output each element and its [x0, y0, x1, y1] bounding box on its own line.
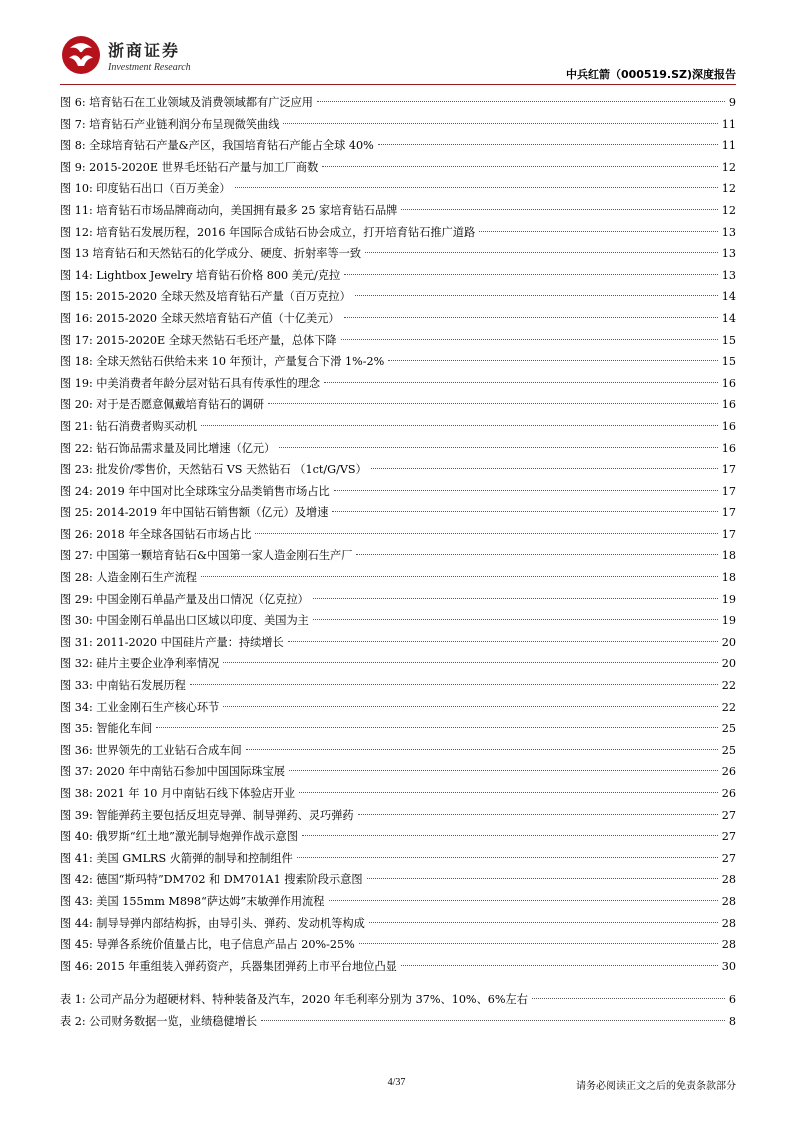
dot-leader [255, 533, 717, 534]
figure-entry-label: 图 44: 制导导弹内部结构拆，由导引头、弹药、发动机等构成 [60, 913, 367, 935]
dot-leader [289, 770, 718, 771]
figure-entry-label: 图 30: 中国金刚石单晶出口区域以印度、美国为主 [60, 610, 311, 632]
figure-entry-label: 图 42: 德国“斯玛特”DM702 和 DM701A1 搜索阶段示意图 [60, 869, 365, 891]
header-divider [60, 84, 736, 85]
disclaimer-note: 请务必阅读正文之后的免责条款部分 [576, 1081, 736, 1092]
figure-entry[interactable] [60, 848, 736, 870]
figure-entry-label: 图 10: 印度钻石出口（百万美金） [60, 178, 233, 200]
dot-leader [190, 684, 718, 685]
dot-leader [156, 727, 718, 728]
figure-entry[interactable] [60, 610, 736, 632]
figure-entry[interactable] [60, 135, 736, 157]
dot-leader [223, 662, 717, 663]
figure-entry[interactable] [60, 351, 736, 373]
dot-leader [261, 1020, 725, 1021]
dot-leader [324, 382, 718, 383]
figure-entry-page: 28 [720, 891, 736, 913]
figure-entry[interactable] [60, 869, 736, 891]
figure-entry[interactable] [60, 697, 736, 719]
figure-entry[interactable] [60, 200, 736, 222]
figure-entry-label: 图 14: Lightbox Jewelry 培育钻石价格 800 美元/克拉 [60, 265, 342, 287]
figure-entry-label: 图 21: 钻石消费者购买动机 [60, 416, 199, 438]
dot-leader [359, 943, 718, 944]
figure-entry-page: 26 [720, 761, 736, 783]
figure-entry[interactable] [60, 653, 736, 675]
figure-entry-label: 图 6: 培育钻石在工业领域及消费领域都有广泛应用 [60, 92, 315, 114]
figure-entry-page: 28 [720, 934, 736, 956]
figure-entry[interactable] [60, 481, 736, 503]
dot-leader [388, 360, 718, 361]
dot-leader [334, 490, 718, 491]
figure-entry-page: 27 [720, 848, 736, 870]
dot-leader [355, 295, 718, 296]
dot-leader [279, 447, 717, 448]
figure-entry-label: 图 41: 美国 GMLRS 火箭弹的制导和控制组件 [60, 848, 295, 870]
figure-entry-page: 15 [720, 351, 736, 373]
figure-entry-label: 图 37: 2020 年中南钻石参加中国国际珠宝展 [60, 761, 287, 783]
figure-entry[interactable] [60, 761, 736, 783]
table-entry-page: 8 [727, 1011, 736, 1033]
logo-english-text: Investment Research [108, 62, 191, 73]
figure-entry[interactable] [60, 567, 736, 589]
figure-entry-page: 27 [720, 805, 736, 827]
figure-entry-page: 28 [720, 913, 736, 935]
dot-leader [378, 144, 718, 145]
figure-entry-page: 17 [720, 502, 736, 524]
figure-entry[interactable] [60, 826, 736, 848]
figure-entry[interactable] [60, 783, 736, 805]
table-entry-label: 表 2: 公司财务数据一览，业绩稳健增长 [60, 1011, 259, 1033]
dot-leader [297, 857, 718, 858]
figure-entry-label: 图 22: 钻石饰品需求量及同比增速（亿元） [60, 438, 277, 460]
figure-entry-label: 图 33: 中南钻石发展历程 [60, 675, 188, 697]
figure-entry-label: 图 9: 2015-2020E 世界毛坯钻石产量与加工厂商数 [60, 157, 320, 179]
dot-leader [341, 339, 718, 340]
dot-leader [344, 274, 718, 275]
figure-entry-page: 22 [720, 675, 736, 697]
figure-entry-page: 20 [720, 653, 736, 675]
dot-leader [479, 231, 718, 232]
table-list [60, 989, 736, 1032]
figure-entry-label: 图 19: 中美消费者年龄分层对钻石具有传承性的理念 [60, 373, 322, 395]
figure-entry-page: 13 [720, 222, 736, 244]
page-number: 4/37 [387, 1077, 406, 1088]
figure-entry-label: 图 16: 2015-2020 全球天然培育钻石产值（十亿美元） [60, 308, 342, 330]
figure-entry-page: 25 [720, 718, 736, 740]
dot-leader [322, 166, 717, 167]
logo-chinese-text: 浙商证券 [108, 41, 181, 60]
figure-entry[interactable] [60, 394, 736, 416]
figure-entry-page: 19 [720, 610, 736, 632]
figure-entry-label: 图 12: 培育钻石发展历程，2016 年国际合成钻石协会成立，打开培育钻石推广道路 [60, 222, 477, 244]
dot-leader [246, 749, 718, 750]
figure-entry-page: 16 [720, 416, 736, 438]
figure-table-index [60, 92, 736, 1033]
figure-entry-page: 12 [720, 178, 736, 200]
figure-entry-page: 13 [720, 265, 736, 287]
figure-entry-page: 27 [720, 826, 736, 848]
figure-entry[interactable] [60, 243, 736, 265]
figure-entry-label: 图 25: 2014-2019 年中国钻石销售额（亿元）及增速 [60, 502, 330, 524]
figure-entry-page: 12 [720, 200, 736, 222]
figure-entry-page: 9 [727, 92, 736, 114]
dot-leader [288, 641, 718, 642]
dot-leader [401, 965, 718, 966]
dot-leader [313, 598, 718, 599]
figure-entry[interactable] [60, 934, 736, 956]
report-title: 中兵红箭（000519.SZ)深度报告 [565, 68, 736, 81]
figure-entry-page: 12 [720, 157, 736, 179]
figure-entry[interactable] [60, 265, 736, 287]
figure-entry-label: 图 18: 全球天然钻石供给未来 10 年预计，产量复合下滑 1%-2% [60, 351, 386, 373]
figure-entry-page: 18 [720, 567, 736, 589]
figure-entry-page: 11 [720, 135, 736, 157]
figure-entry[interactable] [60, 913, 736, 935]
zheshang-logo-icon [60, 34, 102, 76]
figure-entry-label: 图 24: 2019 年中国对比全球珠宝分品类销售市场占比 [60, 481, 332, 503]
figure-entry[interactable] [60, 308, 736, 330]
list-gap [60, 977, 736, 989]
dot-leader [356, 554, 717, 555]
figure-entry-label: 图 27: 中国第一颗培育钻石&中国第一家人造金刚石生产厂 [60, 545, 354, 567]
table-entry-label: 表 1: 公司产品分为超硬材料、特种装备及汽车，2020 年毛利率分别为 37%、10%、6%左右 [60, 989, 530, 1011]
figure-entry-label: 图 38: 2021 年 10 月中南钻石线下体验店开业 [60, 783, 297, 805]
figure-entry[interactable] [60, 956, 736, 978]
dot-leader [401, 209, 717, 210]
dot-leader [358, 814, 718, 815]
figure-entry[interactable] [60, 157, 736, 179]
figure-entry-page: 17 [720, 524, 736, 546]
dot-leader [299, 792, 718, 793]
figure-entry[interactable] [60, 675, 736, 697]
figure-entry[interactable] [60, 330, 736, 352]
figure-entry-page: 16 [720, 438, 736, 460]
figure-entry-label: 图 32: 硅片主要企业净利率情况 [60, 653, 221, 675]
figure-entry-label: 图 40: 俄罗斯“红土地”激光制导炮弹作战示意图 [60, 826, 300, 848]
figure-entry[interactable] [60, 416, 736, 438]
figure-entry-label: 图 20: 对于是否愿意佩戴培育钻石的调研 [60, 394, 266, 416]
figure-entry-page: 20 [720, 632, 736, 654]
figure-entry[interactable] [60, 92, 736, 114]
figure-entry-label: 图 45: 导弹各系统价值量占比，电子信息产品占 20%-25% [60, 934, 357, 956]
dot-leader [201, 425, 718, 426]
figure-entry[interactable] [60, 805, 736, 827]
figure-entry[interactable] [60, 502, 736, 524]
figure-entry-label: 图 17: 2015-2020E 全球天然钻石毛坯产量，总体下降 [60, 330, 339, 352]
figure-entry-label: 图 34: 工业金刚石生产核心环节 [60, 697, 221, 719]
dot-leader [201, 576, 718, 577]
figure-entry[interactable] [60, 891, 736, 913]
figure-entry-label: 图 43: 美国 155mm M898“萨达姆”末敏弹作用流程 [60, 891, 327, 913]
dot-leader [302, 835, 718, 836]
dot-leader [532, 998, 725, 999]
figure-entry-page: 28 [720, 869, 736, 891]
figure-entry-label: 图 35: 智能化车间 [60, 718, 154, 740]
figure-entry-page: 18 [720, 545, 736, 567]
figure-entry-label: 图 7: 培育钻石产业链利润分布呈现微笑曲线 [60, 114, 281, 136]
figure-entry-label: 图 36: 世界领先的工业钻石合成车间 [60, 740, 244, 762]
figure-entry-label: 图 15: 2015-2020 全球天然及培育钻石产量（百万克拉） [60, 286, 353, 308]
figure-entry[interactable] [60, 545, 736, 567]
figure-entry-page: 13 [720, 243, 736, 265]
figure-entry-label: 图 29: 中国金刚石单晶产量及出口情况（亿克拉） [60, 589, 311, 611]
figure-entry[interactable] [60, 718, 736, 740]
figure-entry-page: 17 [720, 459, 736, 481]
figure-entry-label: 图 13 培育钻石和天然钻石的化学成分、硬度、折射率等一致 [60, 243, 363, 265]
figure-entry-page: 14 [720, 286, 736, 308]
figure-entry[interactable] [60, 524, 736, 546]
figure-entry-page: 17 [720, 481, 736, 503]
dot-leader [365, 252, 718, 253]
figure-list [60, 92, 736, 977]
figure-entry[interactable] [60, 459, 736, 481]
figure-entry[interactable] [60, 740, 736, 762]
dot-leader [283, 123, 717, 124]
dot-leader [317, 101, 725, 102]
dot-leader [344, 317, 718, 318]
figure-entry-page: 19 [720, 589, 736, 611]
figure-entry-page: 26 [720, 783, 736, 805]
figure-entry-page: 11 [720, 114, 736, 136]
figure-entry[interactable] [60, 589, 736, 611]
dot-leader [235, 187, 718, 188]
figure-entry-page: 15 [720, 330, 736, 352]
figure-entry-label: 图 11: 培育钻石市场品牌商动向，美国拥有最多 25 家培育钻石品牌 [60, 200, 399, 222]
figure-entry-label: 图 8: 全球培育钻石产量&产区，我国培育钻石产能占全球 40% [60, 135, 376, 157]
figure-entry-page: 25 [720, 740, 736, 762]
dot-leader [332, 511, 717, 512]
figure-entry-page: 14 [720, 308, 736, 330]
figure-entry-page: 30 [720, 956, 736, 978]
figure-entry[interactable] [60, 286, 736, 308]
dot-leader [367, 878, 718, 879]
dot-leader [329, 900, 718, 901]
dot-leader [369, 922, 718, 923]
page-header [60, 30, 736, 84]
figure-entry-page: 22 [720, 697, 736, 719]
figure-entry-label: 图 28: 人造金刚石生产流程 [60, 567, 199, 589]
figure-entry[interactable] [60, 114, 736, 136]
dot-leader [313, 619, 718, 620]
figure-entry[interactable] [60, 222, 736, 244]
figure-entry[interactable] [60, 438, 736, 460]
figure-entry[interactable] [60, 178, 736, 200]
figure-entry-label: 图 26: 2018 年全球各国钻石市场占比 [60, 524, 253, 546]
figure-entry-label: 图 46: 2015 年重组装入弹药资产，兵器集团弹药上市平台地位凸显 [60, 956, 399, 978]
dot-leader [371, 468, 718, 469]
figure-entry-label: 图 31: 2011-2020 中国硅片产量：持续增长 [60, 632, 286, 654]
dot-leader [223, 706, 717, 707]
table-entry-page: 6 [727, 989, 736, 1011]
figure-entry-page: 16 [720, 394, 736, 416]
table-entry[interactable] [60, 1011, 736, 1033]
figure-entry[interactable] [60, 373, 736, 395]
figure-entry-label: 图 39: 智能弹药主要包括反坦克导弹、制导弹药、灵巧弹药 [60, 805, 356, 827]
figure-entry-page: 16 [720, 373, 736, 395]
table-entry[interactable] [60, 989, 736, 1011]
dot-leader [268, 403, 718, 404]
figure-entry[interactable] [60, 632, 736, 654]
figure-entry-label: 图 23: 批发价/零售价，天然钻石 VS 天然钻石 （1ct/G/VS） [60, 459, 369, 481]
